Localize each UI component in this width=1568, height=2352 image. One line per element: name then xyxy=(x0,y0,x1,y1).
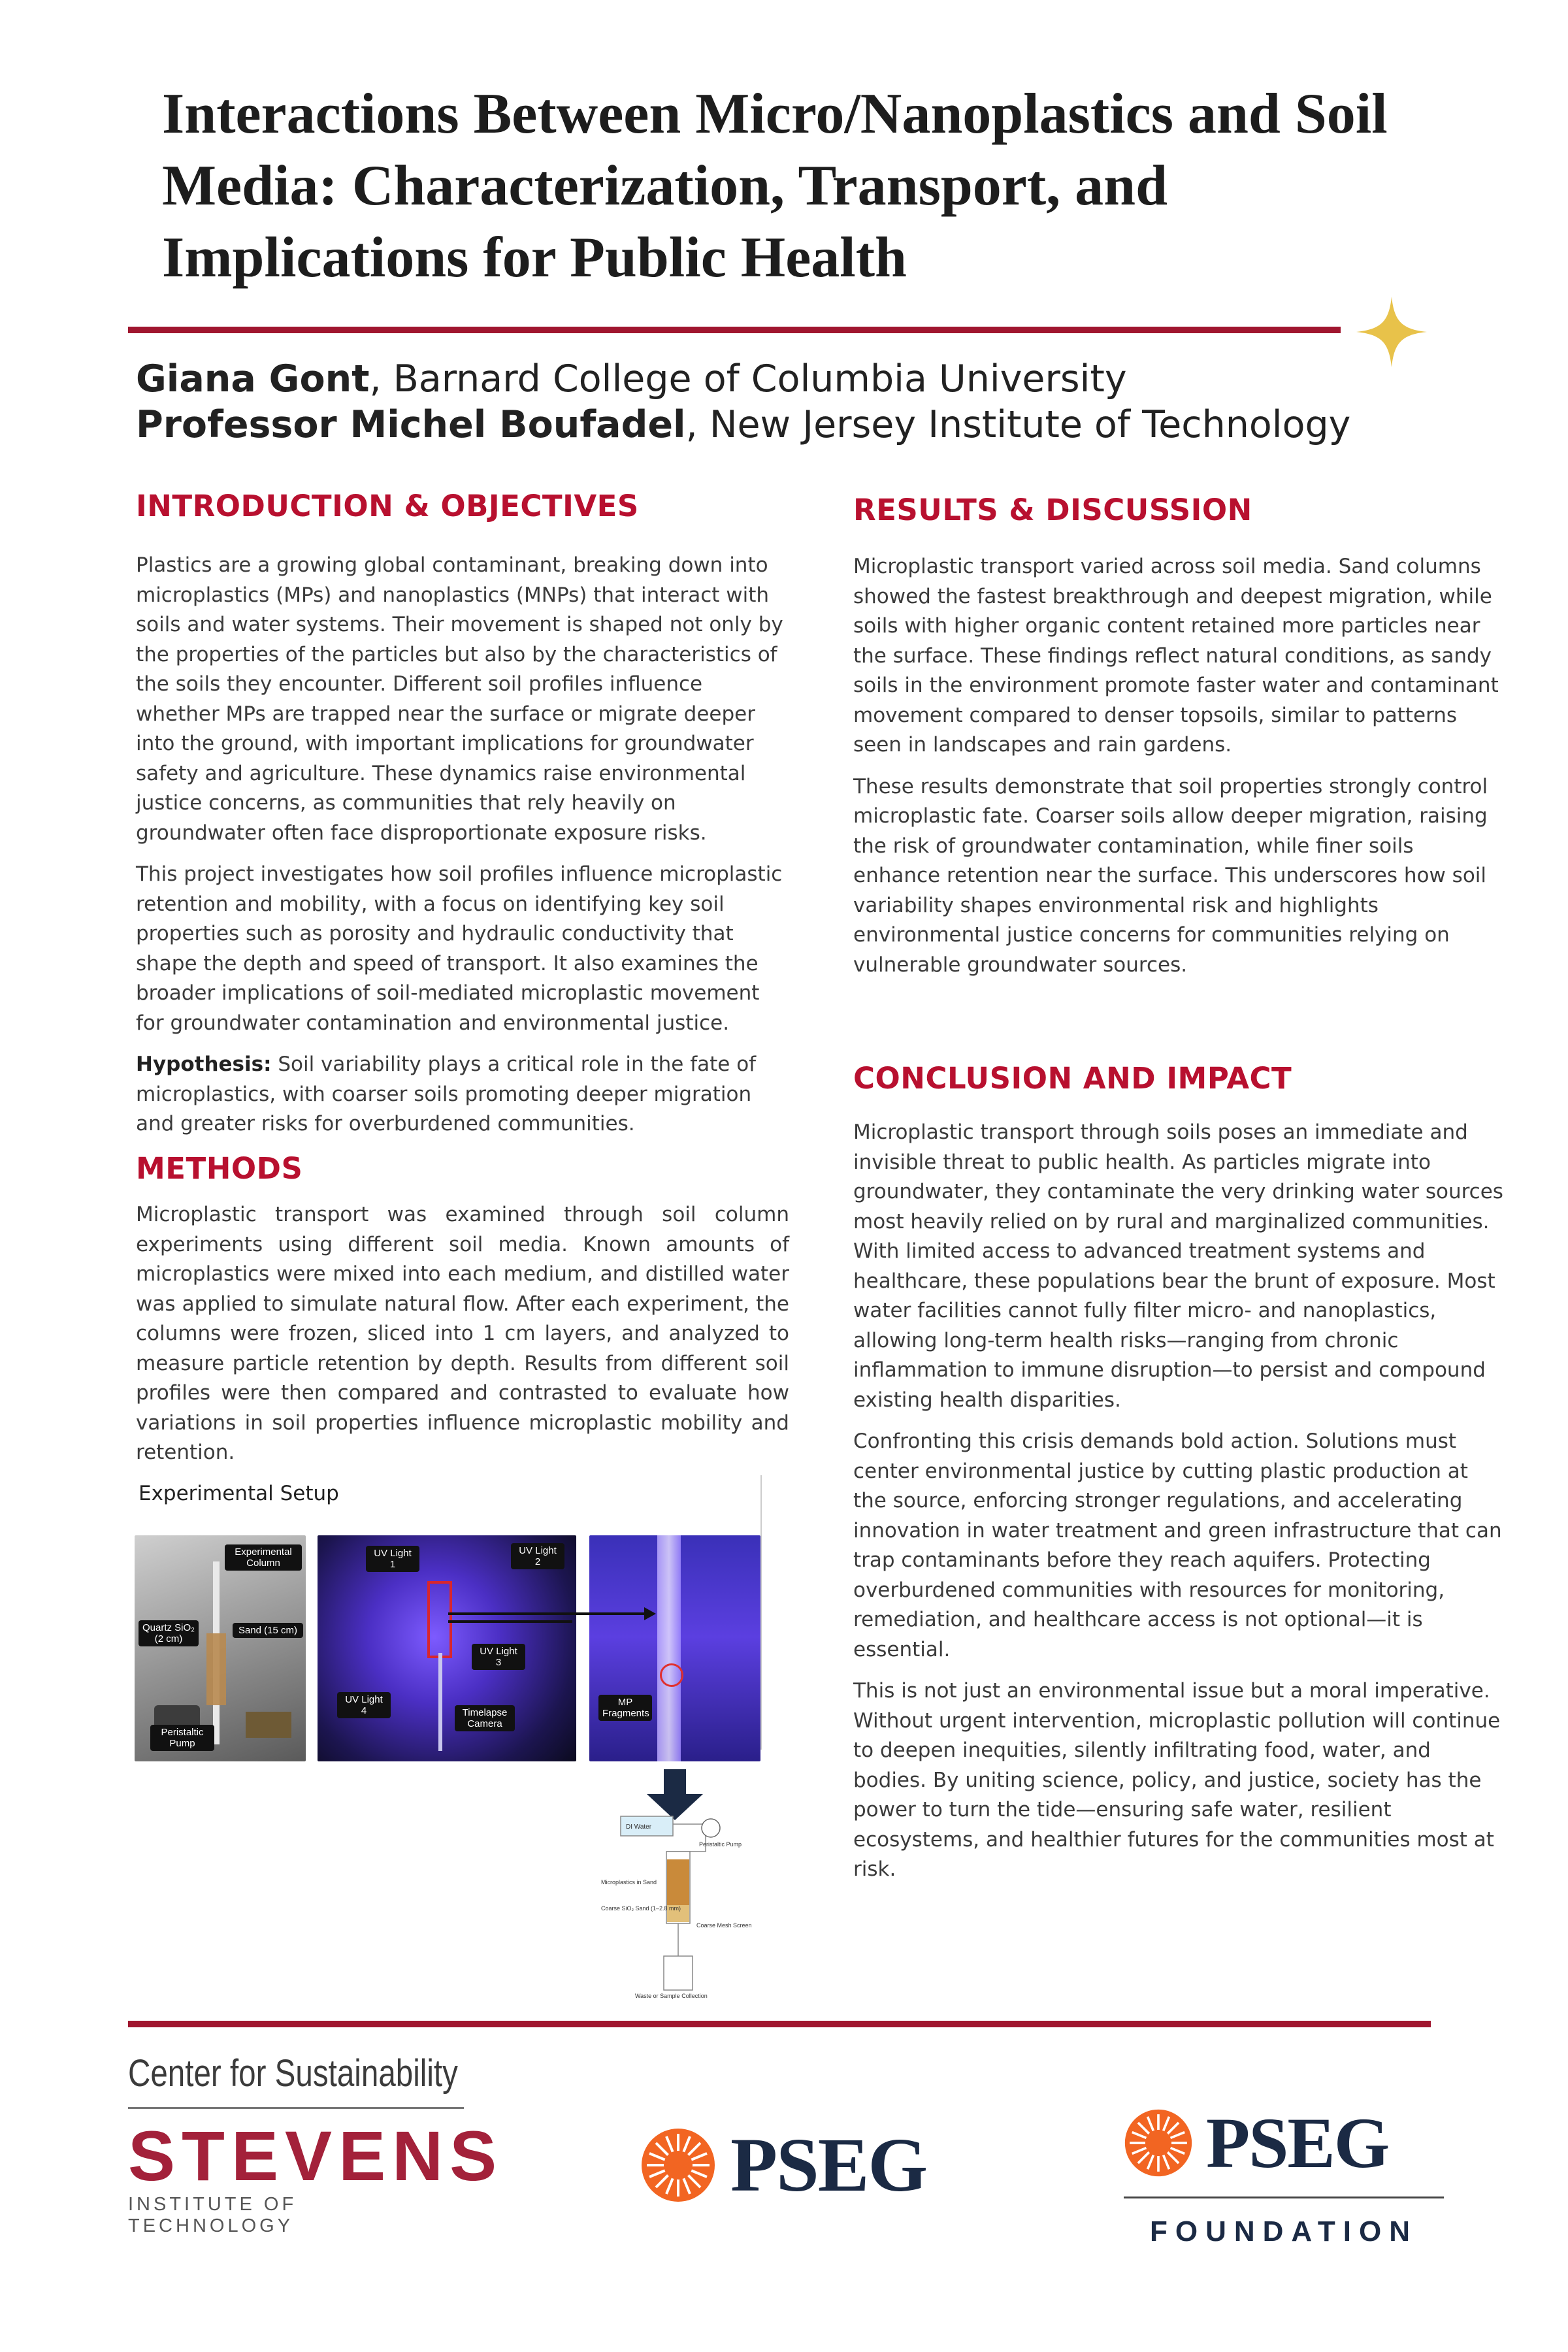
photo-mp-fragments xyxy=(589,1535,760,1761)
intro-paragraph-1: Plastics are a growing global contaminant, breaking down into microplastics (MPs) and nanoplastics (MNPs) that interact with soils and water systems. Their movement is shaped not only by the properties of the particles but also by the characteristics of the soils they encounter. Different soil profiles influence whether MPs are trapped near the surface or migrate deeper into the ground, with important implications for groundwater safety and agriculture. These dynamics raise environmental justice concerns, as communities that rely heavily on groundwater often face disproportionate exposure risks. xyxy=(136,553,783,845)
label-uv-light-3: UV Light 3 xyxy=(472,1644,525,1670)
label-uv-light-2: UV Light 2 xyxy=(511,1543,564,1569)
conclusion-paragraph-3: This is not just an environmental issue but a moral imperative. Without urgent intervention, microplastic pollution will continue to deepen inequities, silently infiltrating food, water, and bodies. By uniting science, policy, and justice, society has the power to turn the tide—ensuring safe water, resilient ecosystems, and healthier futures for the communities most at risk. xyxy=(853,1679,1501,1881)
conclusion-paragraph-2: Confronting this crisis demands bold action. Solutions must center environmental justice by cutting plastic production at the source, enforcing stronger regulations, and accelerating innovation in water treatment and green infrastructure that can trap contaminants before they reach aquifers. Protecting overburdened communities with resources for monitoring, remediation, and healthcare access is not optional—it is essential. xyxy=(853,1429,1502,1661)
results-section xyxy=(853,493,1507,992)
results-paragraph-2: These results demonstrate that soil properties strongly control microplastic fate. Coarser soils allow deeper migration, raising the risk of groundwater contamination, while finer soils enhance retention near the surface. This underscores how soil variability shapes environmental risk and highlights environmental justice concerns for communities relying on vulnerable groundwater sources. xyxy=(853,774,1488,977)
label-timelapse-camera: Timelapse Camera xyxy=(455,1705,515,1731)
results-paragraph-1: Microplastic transport varied across soil media. Sand columns showed the fastest breakthrough and deepest migration, while soils with higher organic content retained more particles near the surface. These findings reflect natural conditions, as sandy soils in the environment promote faster water and contaminant movement compared to denser topsoils, similar to patterns seen in landscapes and rain gardens. xyxy=(853,555,1499,757)
figure-title: Experimental Setup xyxy=(139,1482,339,1505)
diagram-label-di-water: DI Water xyxy=(626,1823,652,1831)
poster-title: Interactions Between Micro/Nanoplastics and Soil Media: Characterization, Transport, and Implications for Public Health xyxy=(162,82,1388,289)
center-for-sustainability-text: Center for Sustainability xyxy=(128,2052,458,2095)
pseg-foundation-wordmark: PSEG xyxy=(1206,2102,1389,2183)
diagram-label-pump: Peristaltic Pump xyxy=(699,1841,742,1848)
photo-experimental-column xyxy=(135,1535,306,1761)
stevens-wordmark: STEVENS xyxy=(128,2116,504,2195)
conclusion-heading: CONCLUSION AND IMPACT xyxy=(853,1061,1292,1096)
conclusion-paragraph-1: Microplastic transport through soils poses an immediate and invisible threat to public health. As particles migrate into groundwater, they contaminate the very drinking water sources most heavily relied on by rural and marginalized communities. With limited access to advanced treatment systems and healthcare, these populations bear the brunt of exposure. Most water facilities cannot fully filter micro- and nanoplastics, allowing long-term health risks—ranging from chronic inflammation to immune disruption—to persist and compound existing health disparities. xyxy=(853,1120,1503,1412)
pseg-sun-icon xyxy=(640,2127,716,2203)
pseg-sun-icon xyxy=(1124,2108,1193,2178)
diagram-label-microplastics: Microplastics in Sand xyxy=(601,1879,657,1886)
foundation-divider xyxy=(1124,2197,1444,2198)
pseg-logo xyxy=(640,2122,927,2208)
methods-paragraph: Microplastic transport was examined through soil column experiments using different soil media. Known amounts of microplastics were mixed into each medium, and distilled water was applied to simulate natural flow. After each experiment, the columns were frozen, sliced into 1 cm layers, and analyzed to measure particle retention by depth. Results from different soil profiles were then compared and contrasted to evaluate how variations in soil properties influence microplastic mobility and retention. xyxy=(136,1203,789,1464)
label-uv-light-4: UV Light 4 xyxy=(337,1692,391,1718)
intro-section xyxy=(136,489,789,1151)
stevens-logo xyxy=(128,2051,504,2237)
stevens-divider xyxy=(128,2107,464,2109)
stevens-subtitle: INSTITUTE OF TECHNOLOGY xyxy=(128,2194,297,2236)
pseg-foundation-mark xyxy=(1124,2104,1450,2182)
hypothesis: Hypothesis: Soil variability plays a critical role in the fate of microplastics, with coarser soils promoting deeper migration and greater risks for overburdened communities. xyxy=(136,1053,757,1135)
author-1: Giana Gont, Barnard College of Columbia University xyxy=(136,357,1127,400)
label-quartz: Quartz SiO₂ (2 cm) xyxy=(139,1620,199,1646)
label-uv-light-1: UV Light 1 xyxy=(366,1546,419,1572)
star-icon xyxy=(1352,293,1431,371)
pseg-foundation-logo xyxy=(1124,2104,1450,2248)
authors xyxy=(136,356,1350,448)
column-schematic-diagram xyxy=(601,1812,777,2002)
label-experimental-column: Experimental Column xyxy=(225,1544,302,1571)
intro-heading: INTRODUCTION & OBJECTIVES xyxy=(136,489,639,523)
results-heading: RESULTS & DISCUSSION xyxy=(853,493,1252,527)
diagram-label-mesh: Coarse Mesh Screen xyxy=(696,1922,752,1929)
arrow-right-icon xyxy=(448,1604,657,1624)
author-2: Professor Michel Boufadel, New Jersey Institute of Technology xyxy=(136,403,1351,446)
photo-uv-setup xyxy=(318,1535,576,1761)
diagram-label-waste: Waste or Sample Collection xyxy=(635,1993,708,1999)
foundation-text: FOUNDATION xyxy=(1149,2215,1418,2247)
title-divider xyxy=(128,327,1341,333)
methods-section xyxy=(136,1151,789,1480)
conclusion-section xyxy=(853,1061,1507,1897)
label-sand: Sand (15 cm) xyxy=(233,1623,303,1638)
figure-frame-line xyxy=(760,1475,762,1750)
intro-paragraph-2: This project investigates how soil profiles influence microplastic retention and mobility, with a focus on identifying key soil properties such as porosity and hydraulic conductivity that shape the depth and speed of transport. It also examines the broader implications of soil-mediated microplastic movement for groundwater contamination and environmental justice. xyxy=(136,862,783,1035)
diagram-label-coarse-sand: Coarse SiO₂ Sand (1–2.8 mm) xyxy=(601,1905,681,1912)
methods-heading: METHODS xyxy=(136,1151,303,1186)
label-mp-fragments: MP Fragments xyxy=(598,1695,652,1721)
footer-divider xyxy=(128,2021,1431,2027)
pseg-wordmark: PSEG xyxy=(730,2122,927,2208)
label-peristaltic-pump: Peristaltic Pump xyxy=(150,1725,214,1751)
